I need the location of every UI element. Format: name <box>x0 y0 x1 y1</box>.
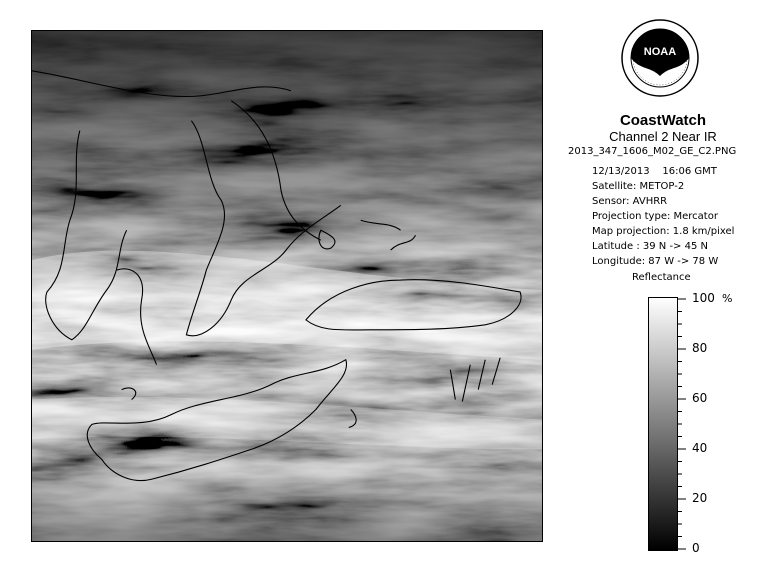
metadata-list <box>592 164 734 269</box>
filename-label: 2013_347_1606_M02_GE_C2.PNG <box>568 146 737 157</box>
legend-title: Reflectance <box>632 272 691 283</box>
map-projection-label: Map projection: 1.8 km/pixel <box>592 226 735 237</box>
channel-label: Channel 2 Near IR <box>609 129 717 144</box>
time-label: 16:06 GMT <box>662 166 717 177</box>
reflectance-colorbar <box>648 297 678 551</box>
sensor-label: Sensor: AVHRR <box>592 196 668 207</box>
latitude-label: Latitude : 39 N -> 45 N <box>592 241 708 252</box>
satellite-image <box>31 30 543 542</box>
logo-text: NOAA <box>643 46 677 58</box>
colorbar-tick-label: 0 <box>692 541 700 555</box>
noaa-logo <box>620 18 700 98</box>
colorbar-axis <box>678 297 738 553</box>
longitude-label: Longitude: 87 W -> 78 W <box>592 256 719 267</box>
colorbar-unit: % <box>722 292 733 305</box>
colorbar-tick-label: 40 <box>692 441 708 455</box>
colorbar-tick-label: 100 <box>692 291 715 305</box>
noaa-seal-icon <box>620 18 700 98</box>
datetime-row <box>592 164 734 179</box>
colorbar-tick-label: 20 <box>692 491 708 505</box>
satellite-label: Satellite: METOP-2 <box>592 181 685 192</box>
date-label: 12/13/2013 <box>592 166 650 177</box>
brand-title: CoastWatch <box>619 112 707 129</box>
colorbar-tick-label: 80 <box>692 341 708 355</box>
projection-type-label: Projection type: Mercator <box>592 211 718 222</box>
colorbar-tick-label: 60 <box>692 391 708 405</box>
satellite-imagery-svg <box>32 31 542 541</box>
